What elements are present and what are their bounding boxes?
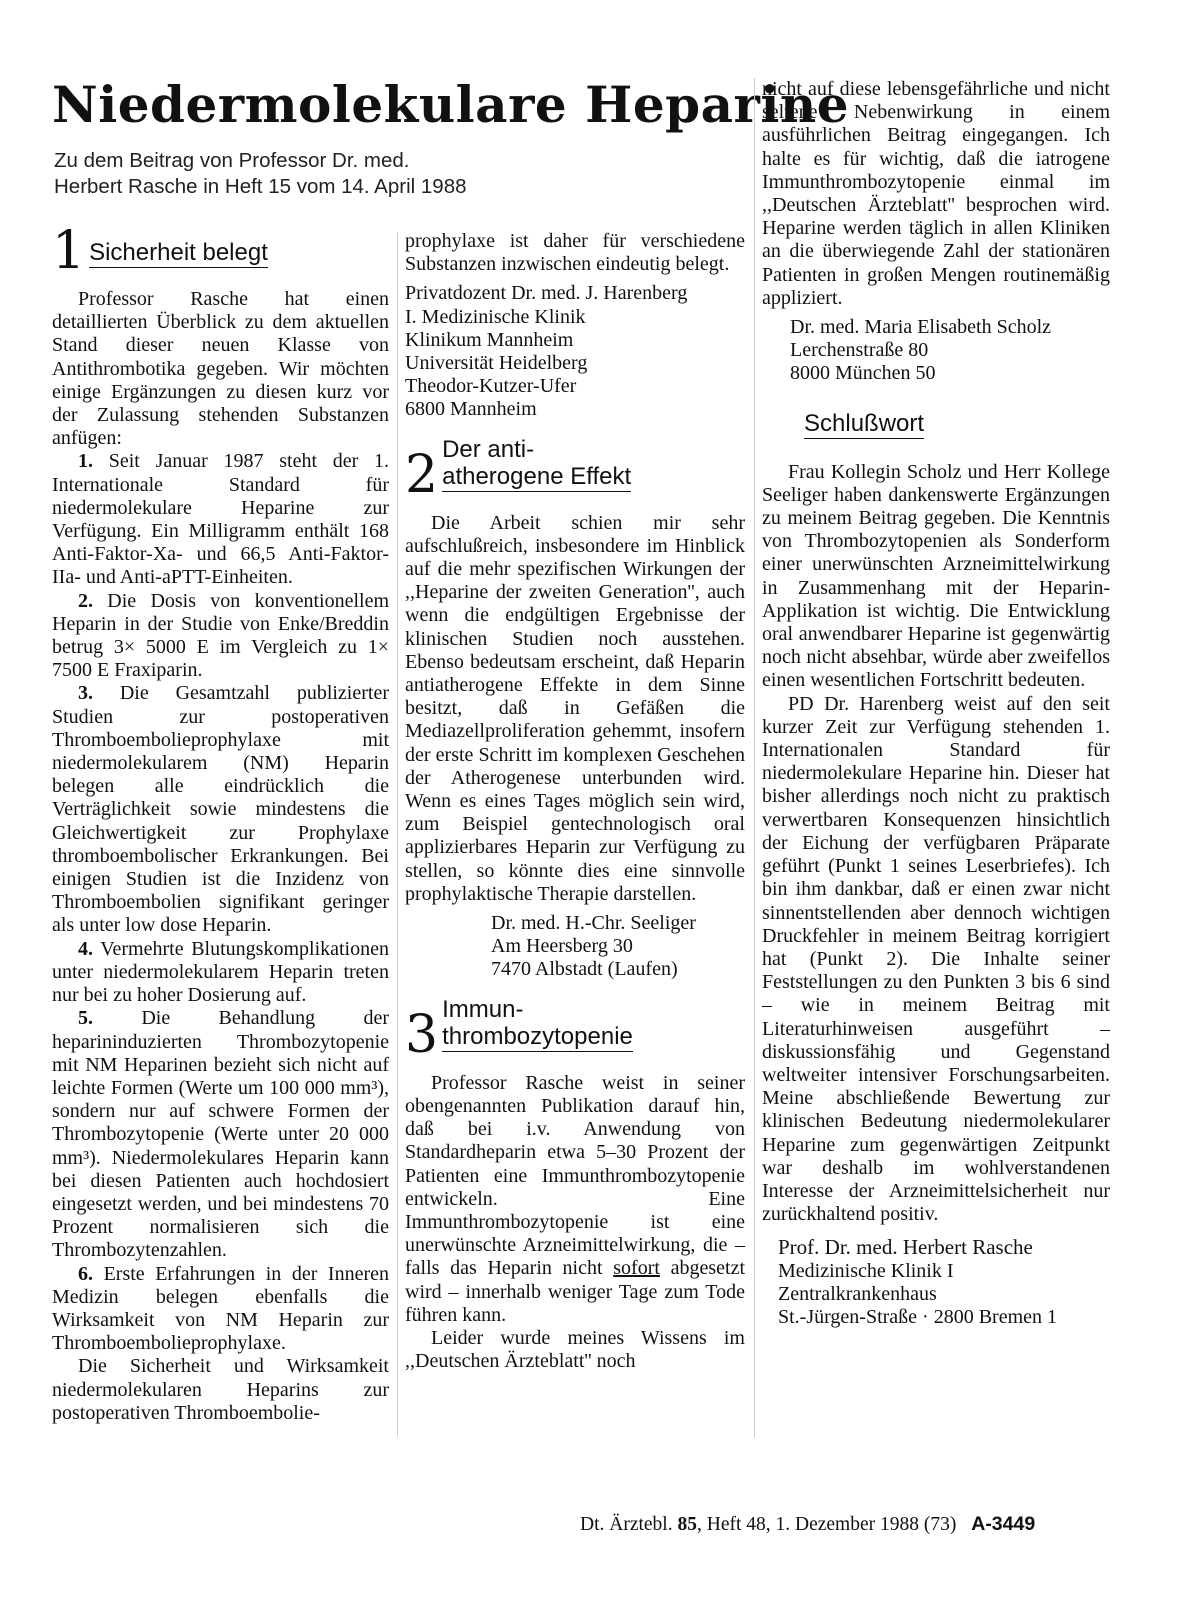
item-number: 6.: [78, 1262, 93, 1285]
signature-line: Dr. med. H.-Chr. Seeliger: [491, 912, 696, 935]
numbered-item: [52, 1007, 389, 1262]
numbered-item: [52, 590, 389, 683]
item-number: 1.: [78, 450, 93, 473]
item-text: Die Behandlung der heparininduzierten Thrombozytopenie mit NM Heparinen bezieht sich nicht auf leichte Formen (Werte um 100 000 mm³), sondern nur auf schwere Formen der Thrombozytopenie (Werte unter 20 000 mm³). Niedermolekulares Heparin kann bei diesen Patienten auch hochdosiert eingesetzt werden, und bei mindestens 70 Prozent normalisieren sich die Thrombozytenzahlen.: [52, 1007, 389, 1262]
item-text: Die Gesamtzahl publizierter Studien zur postoperativen Thromboembolieprophylaxe mit niedermolekularem (NM) Heparin belegen alle eindrücklich die Verträglichkeit sowie mindestens die Gleichwertigkeit zur Prophylaxe thromboembolischer Erkrankungen. Bei einigen Studien ist die Inzidenz von Thromboembolien signifikant geringer als unter low dose Heparin.: [52, 682, 389, 937]
signature-harenberg: [405, 282, 745, 421]
item-text: Seit Januar 1987 steht der 1. Internationale Standard für niedermolekulare Heparine zur Verfügung. Ein Milligramm enthält 168 Anti-Faktor-Xa- und 66,5 Anti-Faktor-IIa- und Anti-aPTT-Einheiten.: [52, 450, 390, 589]
signature-scholz: [762, 316, 1110, 386]
journal-name: Dt. Ärztebl.: [580, 1514, 673, 1535]
paragraph: prophylaxe ist daher für verschiedene Substanzen inzwischen eindeutig belegt.: [405, 230, 745, 276]
subtitle-line: Herbert Rasche in Heft 15 vom 14. April 1988: [54, 175, 467, 198]
item-text: Erste Erfahrungen in der Inneren Medizin belegen ebenfalls die Wirksamkeit von NM Heparin zur Thromboembolieprophylaxe.: [52, 1262, 390, 1355]
paragraph: Frau Kollegin Scholz und Herr Kollege Seeliger haben dankenswerte Ergänzungen zu meinem Beitrag gegeben. Die Kenntnis von Thrombozytopenien als Sonderform einer unerwünschten Arzneimittelwirkung in Zusammenhang mit der Heparin-Applikation ist wichtig. Die Entwicklung oral anwendbarer Heparine ist gegenwärtig noch nicht absehbar, würde aber zweifellos einen wesentlichen Fortschritt bedeuten.: [762, 460, 1110, 692]
paragraph: PD Dr. Harenberg weist auf den seit kurzer Zeit zur Verfügung stehenden 1. Internationalen Standard für niedermolekulare Heparine hin. Dieser hat bisher allerdings noch nicht zu praktisch verwertbaren Konsequenzen hinsichtlich der Eichung der verfügbaren Präparate geführt (Punkt 1 seines Leserbriefes). Ich bin ihm dankbar, daß er einen zwar nicht sinnentstellenden aber dennoch wichtigen Druckfehler in meinem Beitrag korrigiert hat (Punkt 2). Die Inhalte seiner Feststellungen zu den Punkten 3 bis 6 sind – wie in meinem Beitrag mit Literaturhinweisen ausgeführt – diskussionsfähig und Gegenstand weltweiter intensiver Forschungsarbeiten. Meine abschließende Bewertung zur klinischen Bedeutung niedermolekularer Heparine zum gegenwärtigen Zeitpunkt war deshalb im wohlverstandenen Interesse der Arzneimittelsicherheit nur zurückhaltend positiv.: [762, 692, 1110, 1226]
signature-line: Dr. med. Maria Elisabeth Scholz: [790, 316, 1052, 339]
paragraph: Die Sicherheit und Wirksamkeit niedermolekularen Heparins zur postoperativen Thromboembolie-: [52, 1355, 389, 1424]
section-heading-line: Immun-: [442, 995, 524, 1023]
signature-rasche: [762, 1236, 1110, 1329]
numbered-item: [52, 938, 389, 1008]
schlusswort-heading: Schlußwort: [804, 409, 925, 437]
column-divider: [397, 232, 398, 1437]
text-run: Leider wurde meines Wissens im ,,Deutschen Ärzteblatt'' noch: [405, 1326, 745, 1373]
column-2: [405, 230, 745, 1373]
signature-line: 6800 Mannheim: [405, 398, 537, 421]
signature-line: Medizinische Klinik I: [778, 1259, 954, 1282]
section-heading-label: [442, 996, 633, 1052]
section-heading-line: Sicherheit belegt: [89, 239, 268, 266]
section-number: 1: [52, 221, 86, 281]
section-3-heading: [405, 995, 745, 1065]
text-run: nicht auf diese lebensgefährliche und nicht seltene Nebenwirkung in einem ausführlichen Beitrag eingegangen. Ich halte es für wichtig, daß die iatrogene Immunthrombozytopenie einmal im ,,Deutschen Ärzteblatt'' besprochen wird. Heparine werden täglich in allen Kliniken an die überwiegende Zahl der stationären Patienten in großen Mengen routinemäßig appliziert.: [762, 78, 1110, 309]
signature-line: Universität Heidelberg: [405, 352, 588, 375]
signature-line: 7470 Albstadt (Laufen): [491, 958, 678, 981]
item-number: 4.: [78, 937, 93, 960]
signature-line: Lerchenstraße 80: [790, 339, 929, 362]
column-1: [52, 221, 390, 1425]
page-number: A-3449: [971, 1513, 1036, 1535]
signature-line: Theodor-Kutzer-Ufer: [405, 375, 577, 398]
signature-line: I. Medizinische Klinik: [405, 305, 586, 328]
signature-line: 8000 München 50: [790, 362, 936, 385]
item-number: 3.: [78, 682, 93, 705]
signature-line: Am Heersberg 30: [491, 935, 633, 958]
article-title: Niedermolekulare Heparine: [52, 75, 850, 134]
signature-seeliger: [405, 912, 745, 982]
paragraph: [405, 1072, 745, 1327]
article-subtitle: [54, 148, 694, 200]
underlined-word: sofort: [613, 1257, 660, 1280]
text-run: Professor Rasche weist in seiner obengenannten Publikation darauf hin, daß bei i.v. Anwendung von Standardheparin etwa 5–30 Prozent der Patienten eine Immunthrombozytopenie entwickeln. Eine Immunthrombozytopenie ist eine unerwünschte Arzneimittelwirkung, die – falls das Heparin nicht: [405, 1071, 745, 1280]
section-2-heading: [405, 435, 745, 505]
signature-line: St.-Jürgen-Straße · 2800 Bremen 1: [778, 1305, 1058, 1328]
issue-info: , Heft 48, 1. Dezember 1988 (73): [696, 1514, 957, 1535]
column-3: [762, 78, 1110, 1329]
item-number: 2.: [78, 589, 93, 612]
section-heading-line: atherogene Effekt: [442, 462, 632, 490]
item-text: Vermehrte Blutungskomplikationen unter niedermolekularem Heparin treten nur bei zu hoher Dosierung auf.: [52, 937, 389, 1007]
section-heading-label: [89, 239, 268, 268]
section-1-heading: [52, 221, 389, 281]
column-divider: [754, 78, 755, 1438]
signature-line: Zentralkrankenhaus: [778, 1282, 937, 1305]
numbered-item: [52, 450, 389, 589]
paragraph-continuation: [762, 78, 1110, 310]
text-run: abgesetzt wird – innerhalb weniger Tage zum Tode führen kann.: [405, 1257, 746, 1326]
section-heading-line: thrombozytopenie: [442, 1022, 633, 1050]
paragraph: Professor Rasche hat einen detaillierten Überblick zu dem aktuellen Stand dieser neuen Klasse von Antithrombotika gegeben. Wir möchten einige Ergänzungen zu diesen kurz vor der Zulassung stehenden Substanzen anfügen:: [52, 288, 389, 450]
paragraph: Die Arbeit schien mir sehr aufschlußreich, insbesondere im Hinblick auf die mehr spezifischen Wirkungen der ,,Heparine der zweiten Generation'', auch wenn die endgültigen Ergebnisse der klinischen Studien noch ausstehen. Ebenso bedeutsam erscheint, daß Heparin antiatherogene Effekte in dem Sinne besitzt, daß in Gefäßen die Mediazellproliferation gehemmt, insofern der erste Schritt im komplexen Geschehen der Atherogenese unterbunden wird. Wenn es eines Tages möglich sein wird, zum Beispiel gentechnologisch oral applizierbares Heparin zur Verfügung zu stellen, so könnte dies eine sinnvolle prophylaktische Therapie darstellen.: [405, 511, 745, 905]
numbered-item: [52, 682, 389, 937]
numbered-item: [52, 1263, 389, 1356]
paragraph-continued: [405, 1327, 745, 1373]
page-footer: [580, 1512, 1035, 1537]
section-heading-line: Der anti-: [442, 435, 535, 463]
subtitle-line: Zu dem Beitrag von Professor Dr. med.: [54, 149, 410, 172]
section-number: 2: [405, 444, 439, 505]
signature-line: Privatdozent Dr. med. J. Harenberg: [405, 282, 688, 305]
section-heading-label: [442, 436, 631, 492]
signature-line: Prof. Dr. med. Herbert Rasche: [778, 1235, 1033, 1260]
section-number: 3: [405, 1004, 439, 1065]
item-number: 5.: [78, 1007, 93, 1030]
item-text: Die Dosis von konventionellem Heparin in der Studie von Enke/Breddin betrug 3× 5000 E im Vergleich zu 1× 7500 E Fraxiparin.: [52, 589, 390, 682]
signature-line: Klinikum Mannheim: [405, 328, 574, 351]
journal-volume: 85: [677, 1514, 697, 1535]
